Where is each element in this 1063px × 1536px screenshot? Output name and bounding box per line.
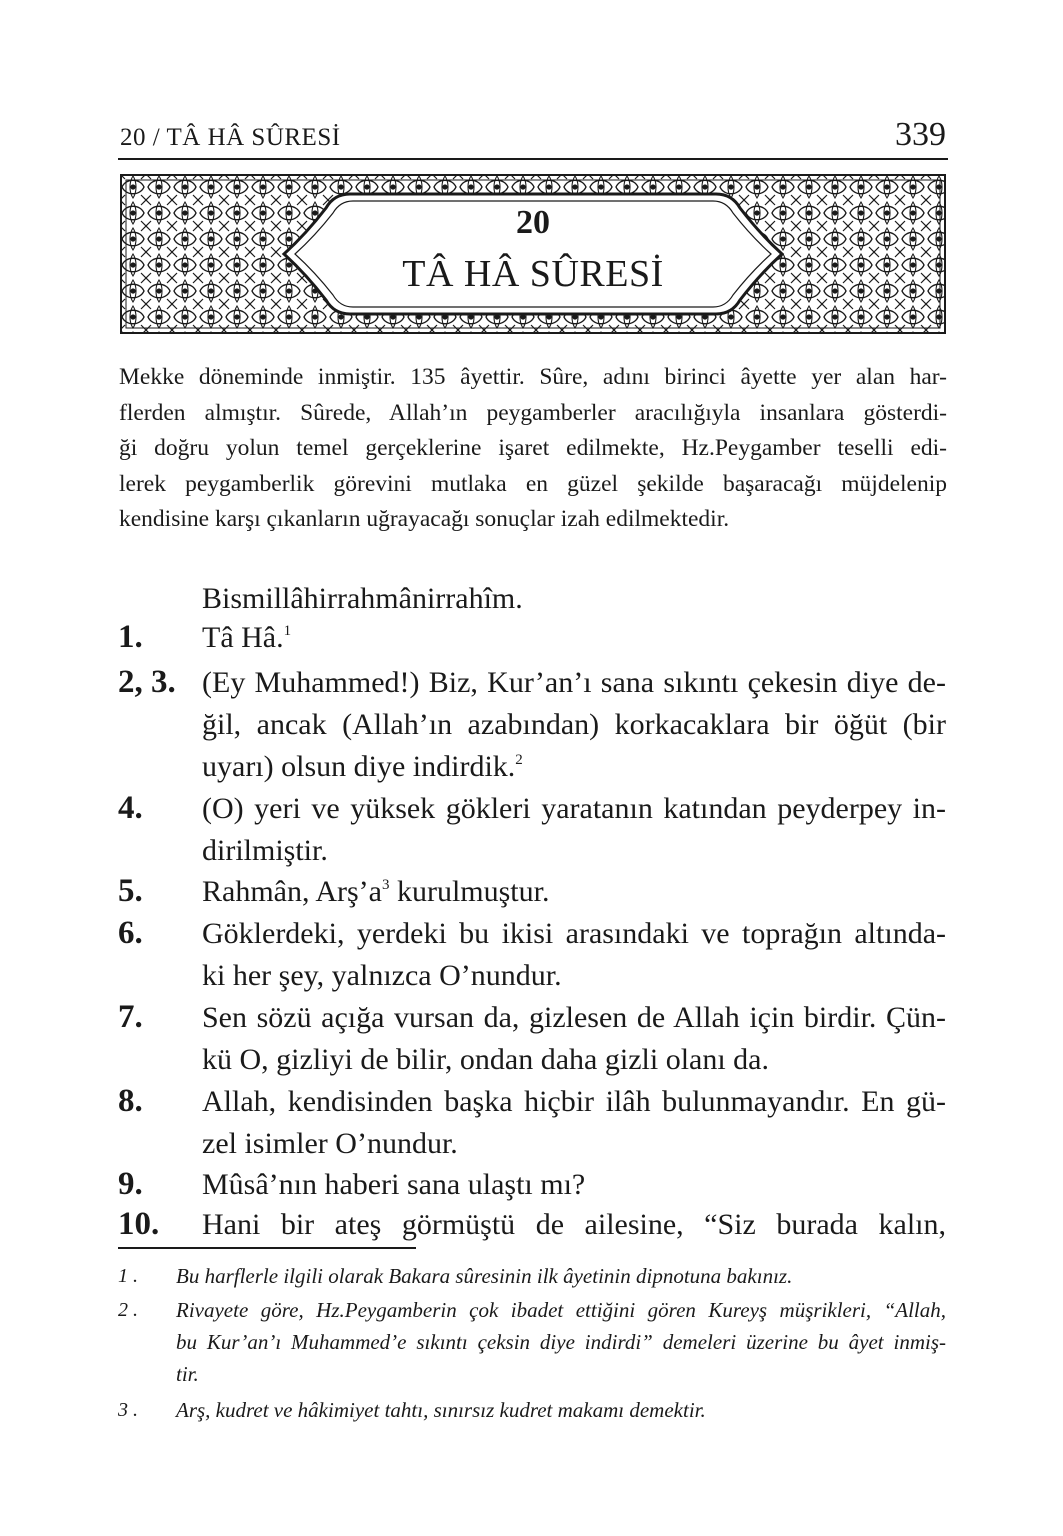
footnote-line: tir. — [176, 1362, 199, 1386]
footnote-ref: 1 — [283, 623, 292, 639]
verse-line: Hani bir ateş görmüştü de ailesine, “Siz burada kalın, — [202, 1208, 946, 1241]
verse-line: zel isimler O’nundur. — [202, 1127, 458, 1160]
verse-line: dirilmiştir. — [202, 834, 328, 867]
intro-line: lerek peygamberlik görevini mutlaka en güzel şekilde başaracağı müjdelenip — [119, 470, 947, 497]
verse-line — [202, 875, 946, 909]
verse-number: 7. — [118, 999, 143, 1035]
verse-text: Tâ Hâ. — [202, 621, 284, 654]
surah-name: TÂ HÂ SÛRESİ — [402, 253, 664, 295]
basmala: Bismillâhirrahmânirrahîm. — [202, 582, 523, 615]
page-number: 339 — [895, 116, 946, 153]
verse-number: 1. — [118, 619, 143, 655]
verse-number: 2, 3. — [118, 664, 176, 700]
intro-paragraph — [119, 360, 947, 538]
footnote-line: Bu harflerle ilgili olarak Bakara sûresinin ilk âyetinin dipnotuna bakınız. — [176, 1264, 793, 1288]
verse-number: 8. — [118, 1083, 143, 1119]
footnote-ref: 3 — [381, 877, 390, 893]
verse-line: Sen sözü açığa vursan da, gizlesen de Allah için birdir. Çün- — [202, 1001, 946, 1034]
verse-line: Mûsâ’nın haberi sana ulaştı mı? — [202, 1168, 586, 1201]
verse-line: (O) yeri ve yüksek gökleri yaratanın katından peyderpey in- — [202, 792, 946, 825]
footnote-number: 1 . — [118, 1265, 138, 1287]
running-head-title: 20 / TÂ HÂ SÛRESİ — [120, 124, 341, 151]
intro-line: Mekke döneminde inmiştir. 135 âyettir. Sûre, adını birinci âyette yer alan har- — [119, 364, 947, 390]
verse-number: 9. — [118, 1166, 143, 1202]
intro-line: kendisine karşı çıkanların uğrayacağı sonuçlar izah edilmektedir. — [119, 506, 730, 532]
footnote-line: Arş, kudret ve hâkimiyet tahtı, sınırsız kudret makamı demektir. — [176, 1398, 706, 1422]
verse-number: 6. — [118, 915, 143, 951]
verse-number: 5. — [118, 873, 143, 909]
verse-line — [202, 750, 946, 784]
footnote-ref: 2 — [515, 752, 523, 768]
intro-line: ği doğru yolun temel gerçeklerine işaret edilmekte, Hz.Peygamber teselli edi- — [119, 435, 947, 461]
verse-text: kurulmuştur. — [389, 875, 550, 908]
verse-line — [202, 621, 946, 655]
footnote-divider — [118, 1247, 416, 1249]
intro-line: flerden almıştır. Sûrede, Allah’ın peygamberler aracılığıyla insanlara gösterdi- — [119, 399, 947, 426]
verse-text: Rahmân, Arş’a — [202, 875, 382, 908]
verse-number: 4. — [118, 790, 143, 826]
running-head — [118, 112, 948, 160]
verse-line: kü O, gizliyi de bilir, ondan daha gizli olanı da. — [202, 1043, 769, 1076]
footnote-line: Rivayete göre, Hz.Peygamberin çok ibadet ettiğini gören Kureyş müşrikleri, “Allah, — [176, 1298, 946, 1322]
verse-line: Allah, kendisinden başka hiçbir ilâh bulunmayandır. En gü- — [202, 1085, 946, 1118]
verse-line: ğil, ancak (Allah’ın azabından) korkacaklara bir öğüt (bir — [202, 708, 946, 741]
verse-line: Göklerdeki, yerdeki bu ikisi arasındaki ve toprağın altında- — [202, 917, 946, 950]
footnote-line: bu Kur’an’ı Muhammed’e sıkıntı çeksin diye indirdi” demeleri üzerine bu âyet inmiş- — [176, 1330, 946, 1354]
verse-number: 10. — [118, 1206, 160, 1242]
verse-text: uyarı) olsun diye indirdik. — [202, 750, 516, 783]
surah-banner — [120, 174, 946, 334]
verse-line: (Ey Muhammed!) Biz, Kur’an’ı sana sıkıntı çekesin diye de- — [202, 666, 946, 699]
surah-number: 20 — [516, 204, 550, 241]
footnote-number: 2 . — [118, 1299, 138, 1321]
verse-line: ki her şey, yalnızca O’nundur. — [202, 959, 562, 992]
footnote-number: 3 . — [118, 1399, 138, 1421]
